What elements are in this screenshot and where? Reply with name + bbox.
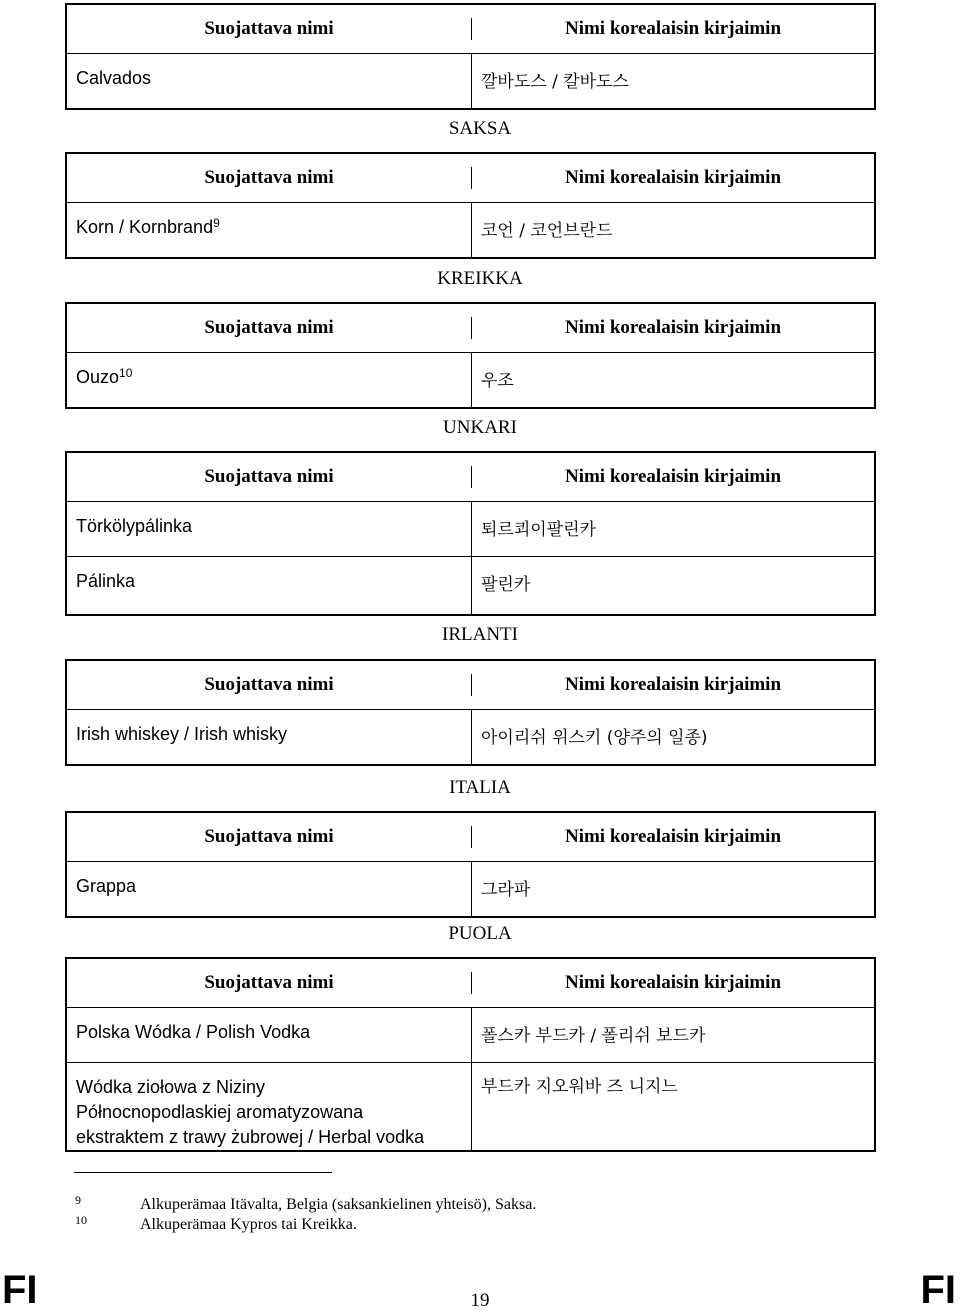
table-header-row xyxy=(67,154,874,202)
header-protected-name: Suojattava nimi xyxy=(67,466,472,488)
table-puola xyxy=(65,957,876,1152)
protected-name xyxy=(67,1063,472,1150)
korean-name: 그라파 xyxy=(481,880,531,900)
country-heading: PUOLA xyxy=(448,923,512,944)
table-row xyxy=(67,352,874,407)
header-korean-name: Nimi korealaisin kirjaimin xyxy=(564,167,782,188)
table-row xyxy=(67,861,874,916)
table-header-row xyxy=(67,453,874,501)
footnote-text: Alkuperämaa Kypros tai Kreikka. xyxy=(140,1216,357,1233)
korean-name: 팔린카 xyxy=(481,575,531,595)
table-unkari xyxy=(65,451,876,616)
language-code-left: FI xyxy=(2,1268,38,1312)
table-row xyxy=(67,501,874,556)
table-irlanti xyxy=(65,659,876,766)
header-korean-name: Nimi korealaisin kirjaimin xyxy=(564,972,782,993)
header-korean-name: Nimi korealaisin kirjaimin xyxy=(564,826,782,847)
header-protected-name: Suojattava nimi xyxy=(67,167,472,189)
table-kreikka xyxy=(65,302,876,409)
header-protected-name: Suojattava nimi xyxy=(67,972,472,994)
country-heading: ITALIA xyxy=(449,777,511,798)
table-header-row xyxy=(67,661,874,709)
header-korean-name: Nimi korealaisin kirjaimin xyxy=(564,466,782,487)
korean-name: 깔바도스 / 칼바도스 xyxy=(481,72,629,92)
protected-name: Ouzo$^{10}$ xyxy=(67,353,472,407)
country-heading: UNKARI xyxy=(443,417,517,438)
korean-name: 우조 xyxy=(481,371,514,391)
country-heading: KREIKKA xyxy=(437,268,523,289)
table-calvados xyxy=(65,3,876,110)
protected-name: Törkölypálinka xyxy=(67,502,472,556)
korean-name: 아이리쉬 위스키 (양주의 일종) xyxy=(481,728,708,748)
table-header-row xyxy=(67,5,874,53)
footnote-separator xyxy=(74,1172,332,1173)
protected-name: Grappa xyxy=(67,862,472,916)
table-row xyxy=(67,709,874,764)
header-protected-name: Suojattava nimi xyxy=(67,317,472,339)
protected-name-line: ekstraktem z trawy żubrowej / Herbal vodka xyxy=(76,1127,425,1147)
footnote-text: Alkuperämaa Itävalta, Belgia (saksankielinen yhteisö), Saksa. xyxy=(140,1196,537,1213)
table-header-row xyxy=(67,959,874,1007)
header-protected-name: Suojattava nimi xyxy=(67,826,472,848)
footnote-number: 9 xyxy=(75,1193,81,1207)
korean-name: 코언 / 코언브란드 xyxy=(481,221,613,241)
page-number: 19 xyxy=(470,1290,490,1311)
table-saksa xyxy=(65,152,876,259)
table-header-row xyxy=(67,813,874,861)
korean-name: 퇴르쾨이팔린카 xyxy=(481,520,596,540)
table-row xyxy=(67,556,874,614)
protected-name: Pálinka xyxy=(67,557,472,614)
protected-name: Calvados xyxy=(67,54,472,108)
header-protected-name: Suojattava nimi xyxy=(67,18,472,40)
korean-name: 부드카 지오워바 즈 니지느 xyxy=(481,1077,678,1097)
table-row xyxy=(67,202,874,257)
language-code-right: FI xyxy=(920,1268,956,1312)
table-row xyxy=(67,53,874,108)
protected-name: Irish whiskey / Irish whisky xyxy=(67,710,472,764)
table-row xyxy=(67,1007,874,1062)
table-row xyxy=(67,1062,874,1150)
footnote-number: 10 xyxy=(75,1213,87,1227)
footnote-ref: 9 xyxy=(213,216,220,230)
country-heading: IRLANTI xyxy=(442,624,518,645)
header-korean-name: Nimi korealaisin kirjaimin xyxy=(564,317,782,338)
table-header-row xyxy=(67,304,874,352)
header-korean-name: Nimi korealaisin kirjaimin xyxy=(564,674,782,695)
protected-name: Korn / Kornbrand$^9$ xyxy=(67,203,472,257)
footnote-ref: 10 xyxy=(119,366,133,380)
header-protected-name: Suojattava nimi xyxy=(67,674,472,696)
table-italia xyxy=(65,811,876,918)
protected-name-line: Północnopodlaskiej aromatyzowana xyxy=(76,1102,364,1122)
protected-name: Polska Wódka / Polish Vodka xyxy=(67,1008,472,1062)
header-korean-name: Nimi korealaisin kirjaimin xyxy=(564,18,782,39)
protected-name-line: Wódka ziołowa z Niziny xyxy=(76,1077,266,1097)
korean-name: 폴스카 부드카 / 폴리쉬 보드카 xyxy=(481,1026,706,1046)
country-heading: SAKSA xyxy=(448,118,512,139)
